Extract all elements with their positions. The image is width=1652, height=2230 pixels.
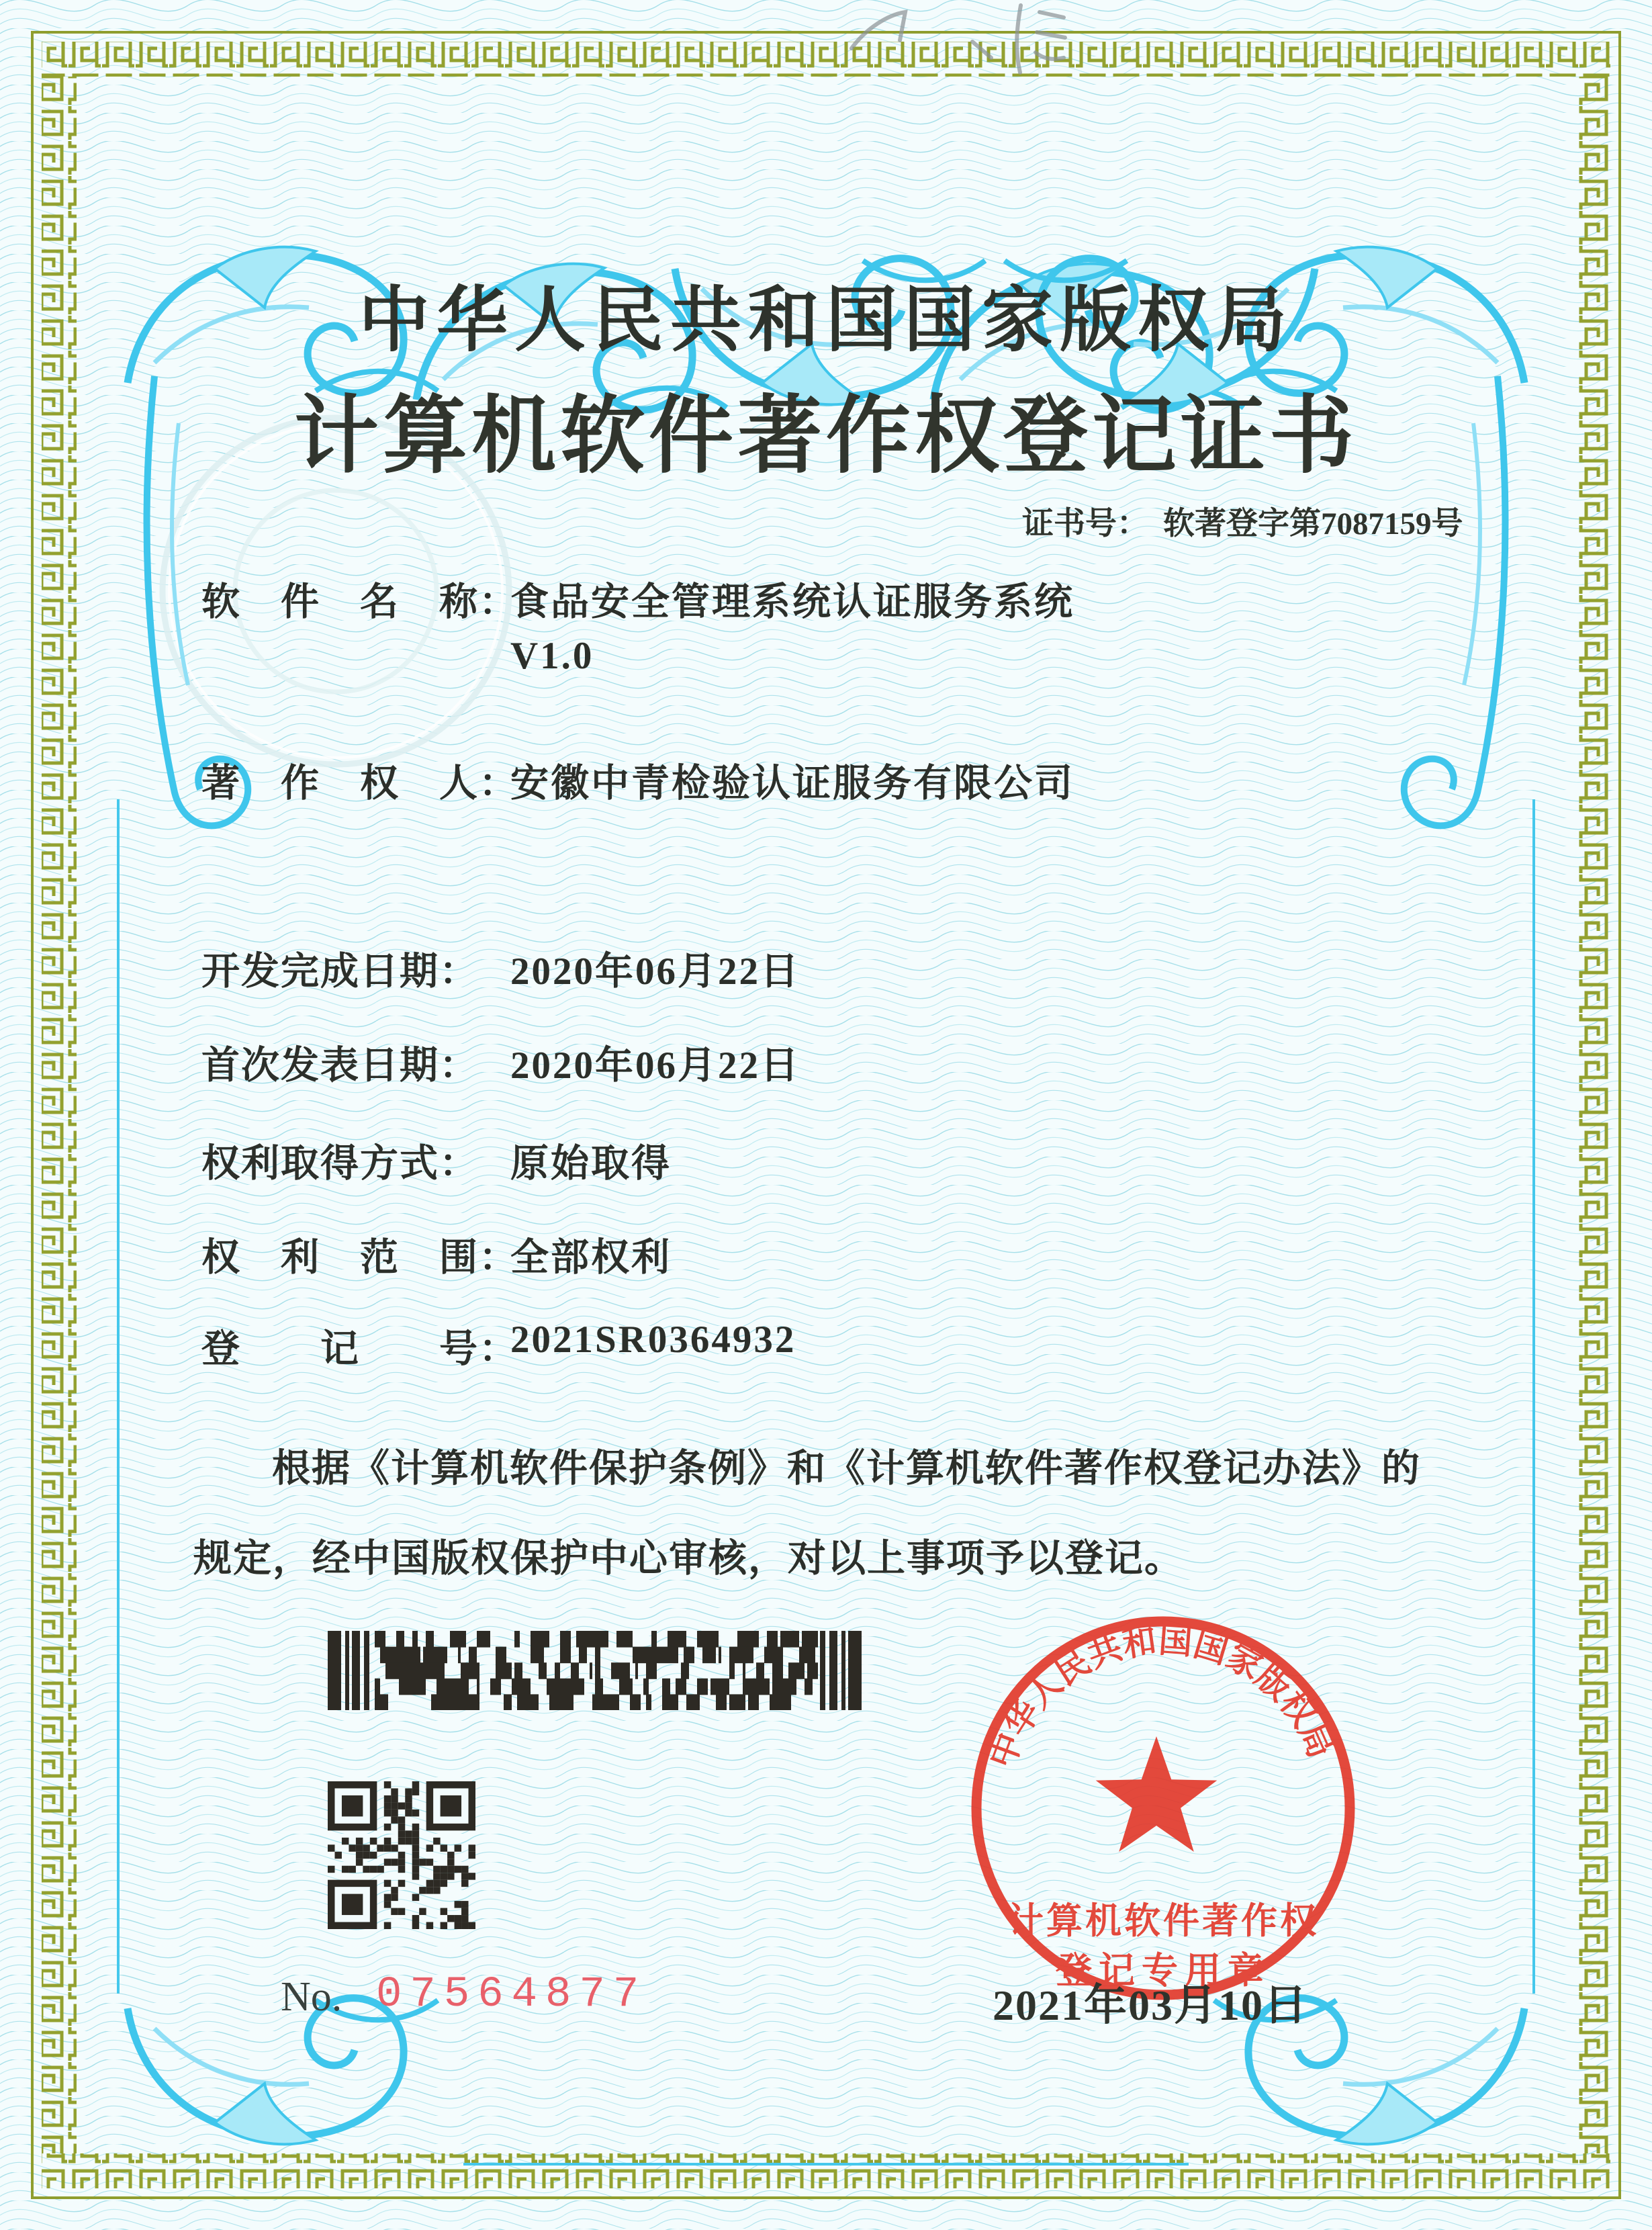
seal-inner-line2: 登记专用章: [1056, 1951, 1271, 1991]
field-value-first-publication-date: 2020年06月22日: [510, 1044, 800, 1087]
field-label-first-publication-date: 首次发表日期：: [201, 1044, 479, 1087]
field-label-registration-number: 登 记 号：: [201, 1328, 518, 1370]
field-value-registration-number: 2021SR0364932: [510, 1319, 796, 1361]
issuing-authority-title: 中华人民共和国国家版权局: [359, 281, 1293, 360]
field-value-right-scope: 全部权利: [510, 1237, 672, 1279]
issue-date: 2021年03月10日: [993, 1981, 1308, 2029]
serial-number-value: 07564877: [376, 1971, 647, 2019]
field-value-copyright-owner: 安徽中青检验认证服务有限公司: [510, 762, 1074, 805]
seal-ring-text: 中华人民共和国国家版权局: [982, 1621, 1341, 1773]
certificate-title: 计算机软件著作权登记证书: [294, 390, 1358, 484]
statement-line2: 规定，经中国版权保护中心审核，对以上事项予以登记。: [193, 1537, 1184, 1580]
cert-number-label: 证书号：: [1022, 506, 1148, 541]
field-label-right-acquisition: 权利取得方式：: [201, 1143, 479, 1185]
cert-number-value: 软著登字第7087159号: [1163, 506, 1463, 541]
field-label-right-scope: 权 利 范 围：: [201, 1237, 518, 1279]
field-value-right-acquisition: 原始取得: [510, 1143, 672, 1185]
field-label-completion-date: 开发完成日期：: [201, 950, 479, 993]
serial-number-label: No.: [281, 1974, 342, 2020]
statement-line1: 根据《计算机软件保护条例》和《计算机软件著作权登记办法》的: [272, 1447, 1421, 1490]
field-label-copyright-owner: 著 作 权 人：: [201, 762, 518, 805]
field-value-software-version: V1.0: [510, 635, 594, 677]
seal-inner-line1: 计算机软件著作权: [1007, 1901, 1319, 1941]
field-value-completion-date: 2020年06月22日: [510, 950, 800, 993]
field-value-software-name: 食品安全管理系统认证服务系统: [510, 581, 1074, 623]
field-label-software-name: 软 件 名 称：: [201, 581, 518, 623]
